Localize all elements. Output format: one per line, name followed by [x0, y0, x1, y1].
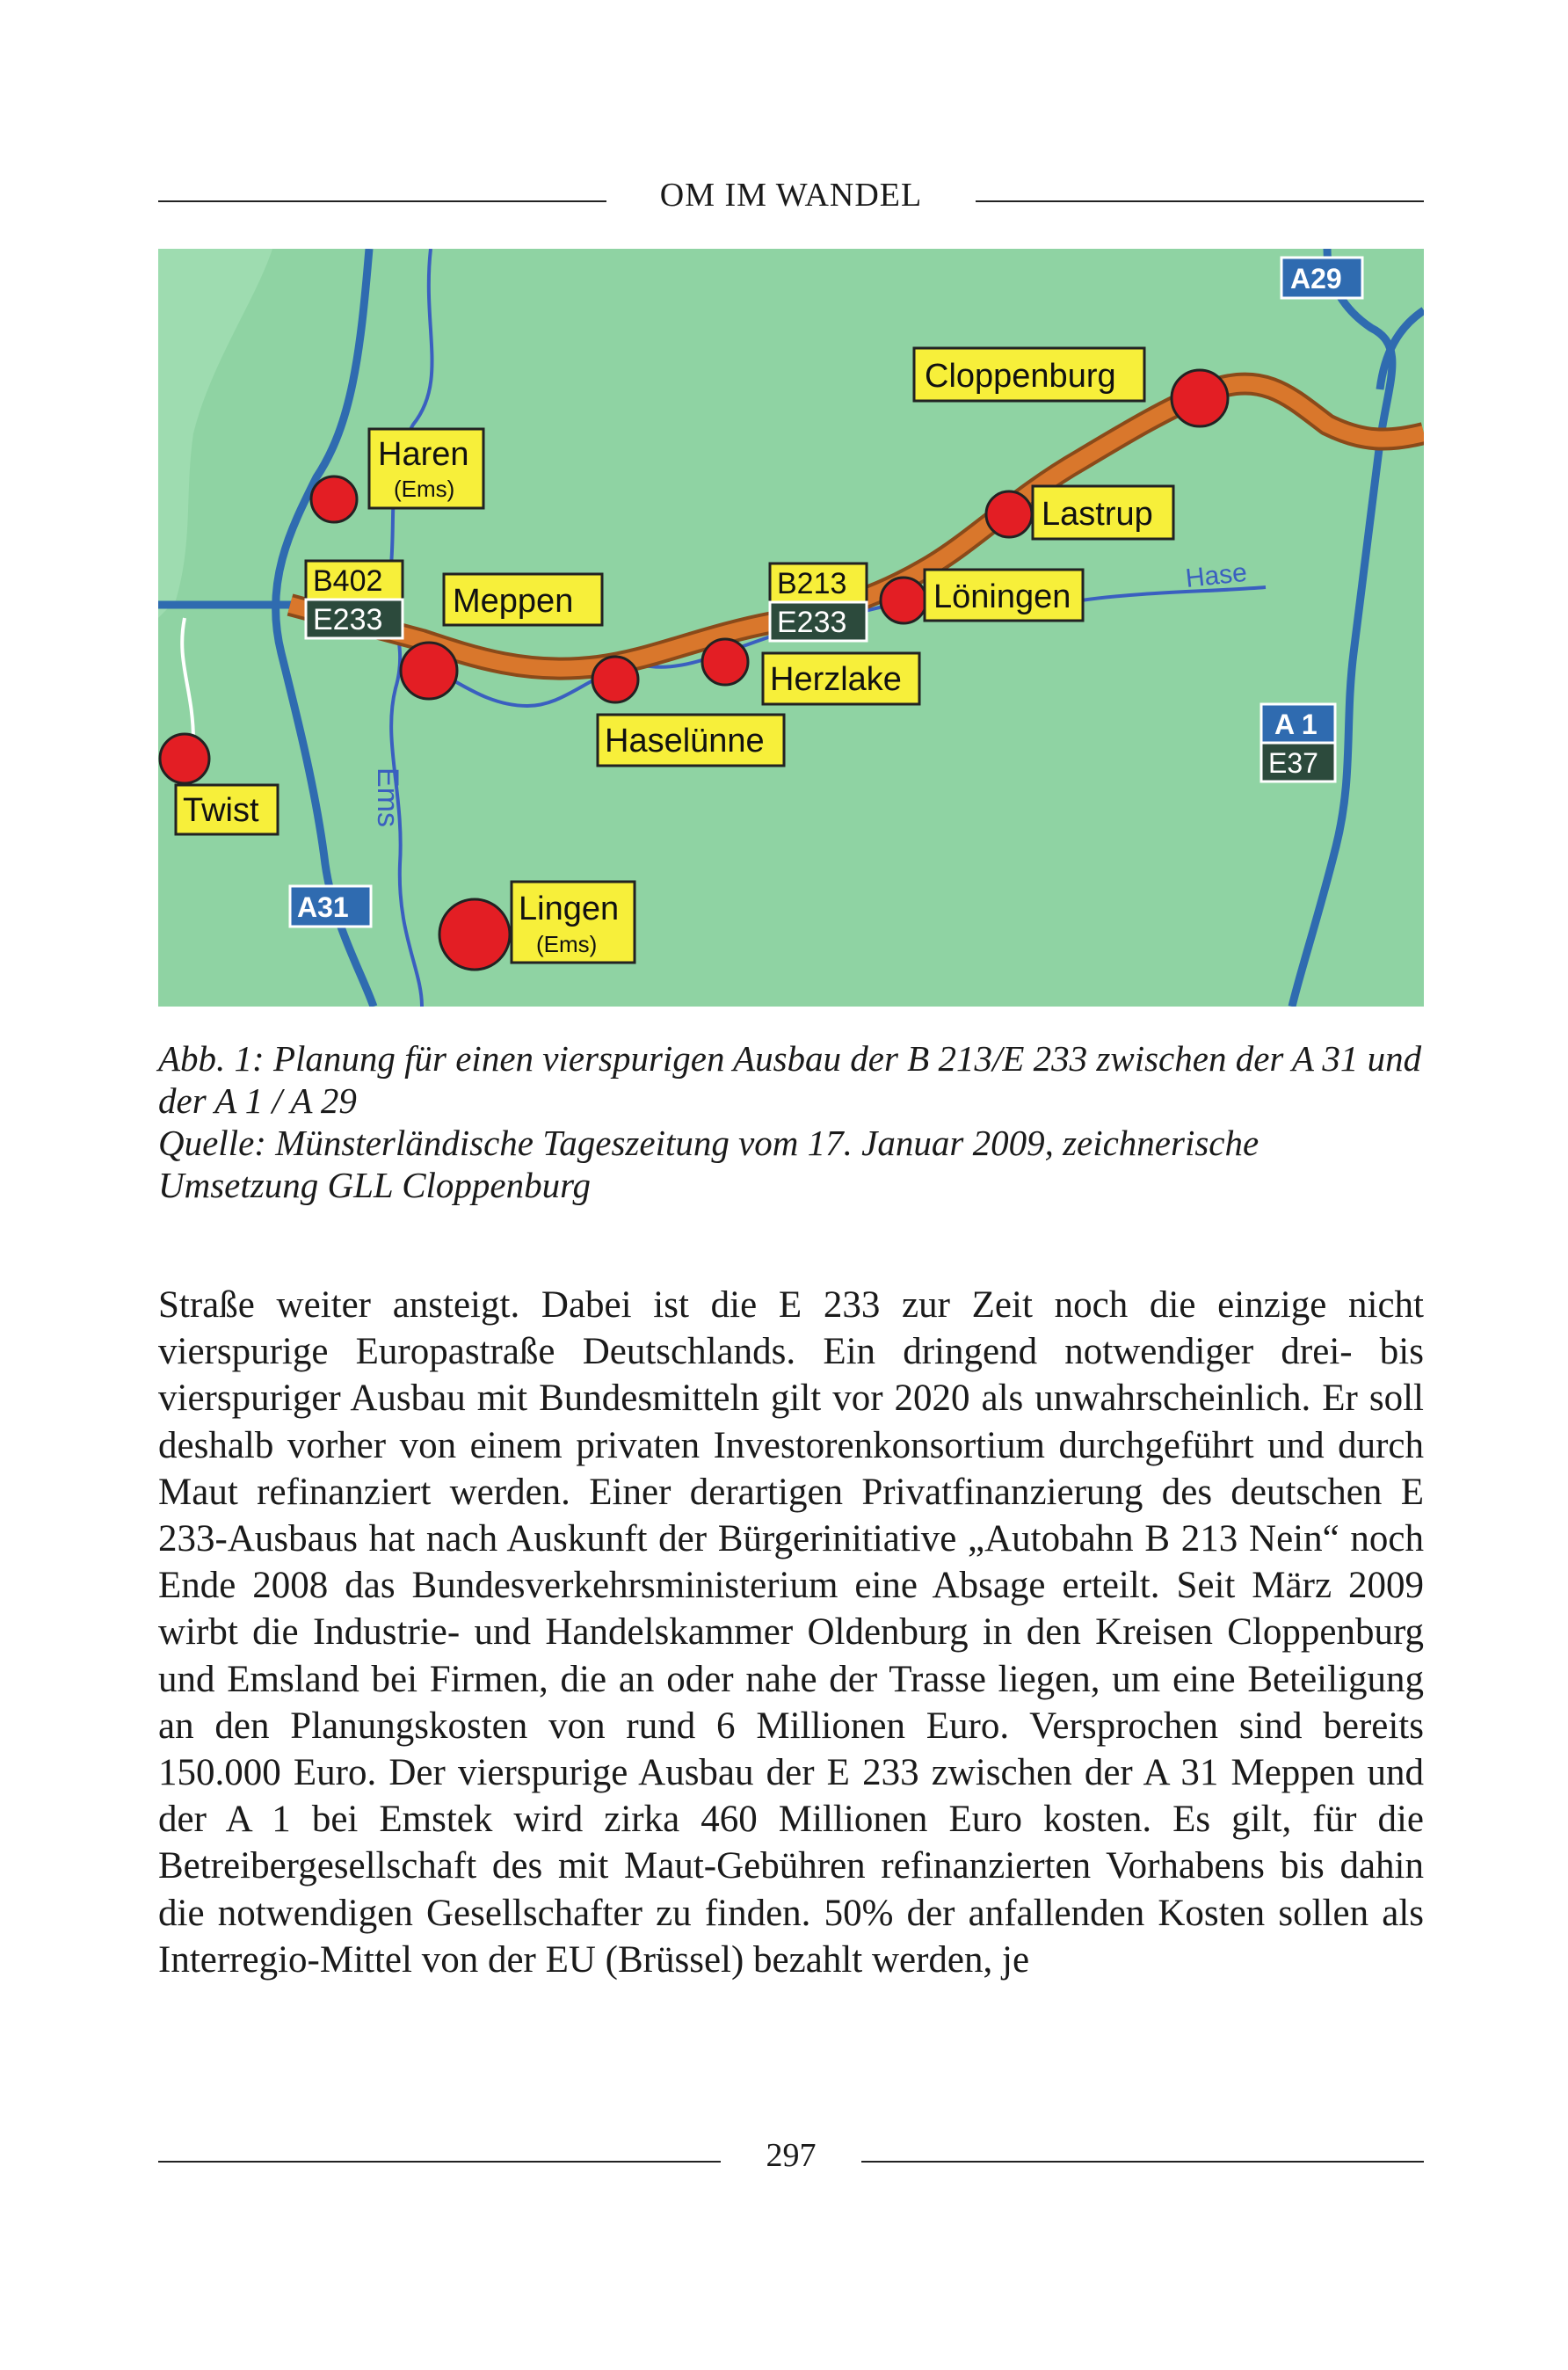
- town-marker-loeningen: [881, 578, 926, 623]
- town-label-twist: Twist: [183, 792, 259, 829]
- town-marker-twist: [160, 734, 209, 783]
- caption-title: Abb. 1: Planung für einen vierspurigen Ausbau der B 213/E 233 zwischen der A 31 und der A 1 / A 29: [158, 1038, 1422, 1121]
- running-head-title: OM IM WANDEL: [659, 177, 923, 214]
- page-number: 297: [766, 2137, 817, 2174]
- page-footer: [158, 2136, 1424, 2189]
- sign-a31-text: A31: [297, 891, 349, 923]
- town-label-lingen-sub: (Ems): [536, 931, 598, 957]
- town-label-herzlake: Herzlake: [770, 661, 902, 698]
- sign-b213-text: B213: [777, 567, 847, 600]
- town-label-lastrup: Lastrup: [1042, 496, 1153, 533]
- town-marker-haseluenne: [592, 657, 638, 702]
- town-marker-lingen: [439, 899, 510, 970]
- figure-caption: [158, 1037, 1424, 1206]
- body-paragraph: Straße weiter ansteigt. Dabei ist die E 233 zur Zeit noch die einzige nicht vierspurige Europastraße Deutschlands. Ein dringend notwendiger drei- bis vierspuriger Ausbau mit Bundesmitteln gilt vor 2020 als unwahrscheinlich. Er soll deshalb vorher von einem privaten Investorenkonsortium durchgeführt und durch Maut refinanziert werden. Einer derartigen Privatfinanzierung des deutschen E 233-Ausbaus hat nach Auskunft der Bürgerinitiative „Autobahn B 213 Nein“ noch Ende 2008 das Bundesverkehrsministerium eine Absage erteilt. Seit März 2009 wirbt die Industrie- und Handelskammer Oldenburg in den Kreisen Cloppenburg und Emsland bei Firmen, die an oder nahe der Trasse liegen, um eine Beteiligung an den Planungskosten von rund 6 Millionen Euro. Versprochen sind bereits 150.000 Euro. Der vierspurige Ausbau der E 233 zwischen der A 31 Meppen und der A 1 bei Emstek wird zirka 460 Millionen Euro kosten. Es gilt, für die Betreibergesellschaft des mit Maut-Gebühren refinanzierten Vorhabens bis dahin die notwendigen Gesellschafter zu finden. 50% der anfallenden Kosten sollen als Interregio-Mittel von der EU (Brüssel) bezahlt werden, je: [158, 1284, 1424, 1981]
- town-label-meppen: Meppen: [453, 583, 574, 620]
- sign-a1-text: A 1: [1274, 709, 1318, 740]
- town-marker-lastrup: [986, 491, 1032, 537]
- town-label-haren: Haren: [378, 436, 469, 473]
- sign-e233-east-text: E233: [777, 606, 847, 639]
- town-label-haren-sub: (Ems): [394, 476, 455, 502]
- sign-a29-text: A29: [1290, 263, 1342, 294]
- town-label-cloppenburg: Cloppenburg: [925, 358, 1116, 395]
- town-marker-herzlake: [702, 639, 748, 685]
- town-marker-meppen: [401, 643, 457, 699]
- town-marker-haren: [311, 476, 357, 522]
- town-label-lingen: Lingen: [519, 891, 620, 927]
- sign-e233-west-text: E233: [313, 603, 383, 636]
- sign-e37-text: E37: [1268, 747, 1318, 779]
- route-map: [158, 249, 1424, 1007]
- river-label-ems: Ems: [371, 767, 404, 827]
- caption-source: Quelle: Münsterländische Tageszeitung vom 17. Januar 2009, zeichnerische Umsetzung GLL Cloppenburg: [158, 1123, 1259, 1205]
- town-label-loeningen: Löningen: [933, 578, 1071, 615]
- town-label-haseluenne: Haselünne: [605, 723, 765, 760]
- route-map-svg: [158, 249, 1424, 1007]
- body-text: [158, 1282, 1424, 1983]
- running-head: [158, 176, 1424, 229]
- river-label-hase: Hase: [1184, 557, 1249, 593]
- town-marker-cloppenburg: [1172, 370, 1228, 426]
- footer-rule-right: [861, 2161, 1424, 2163]
- sign-b402-text: B402: [313, 564, 383, 598]
- header-rule-right: [976, 200, 1424, 202]
